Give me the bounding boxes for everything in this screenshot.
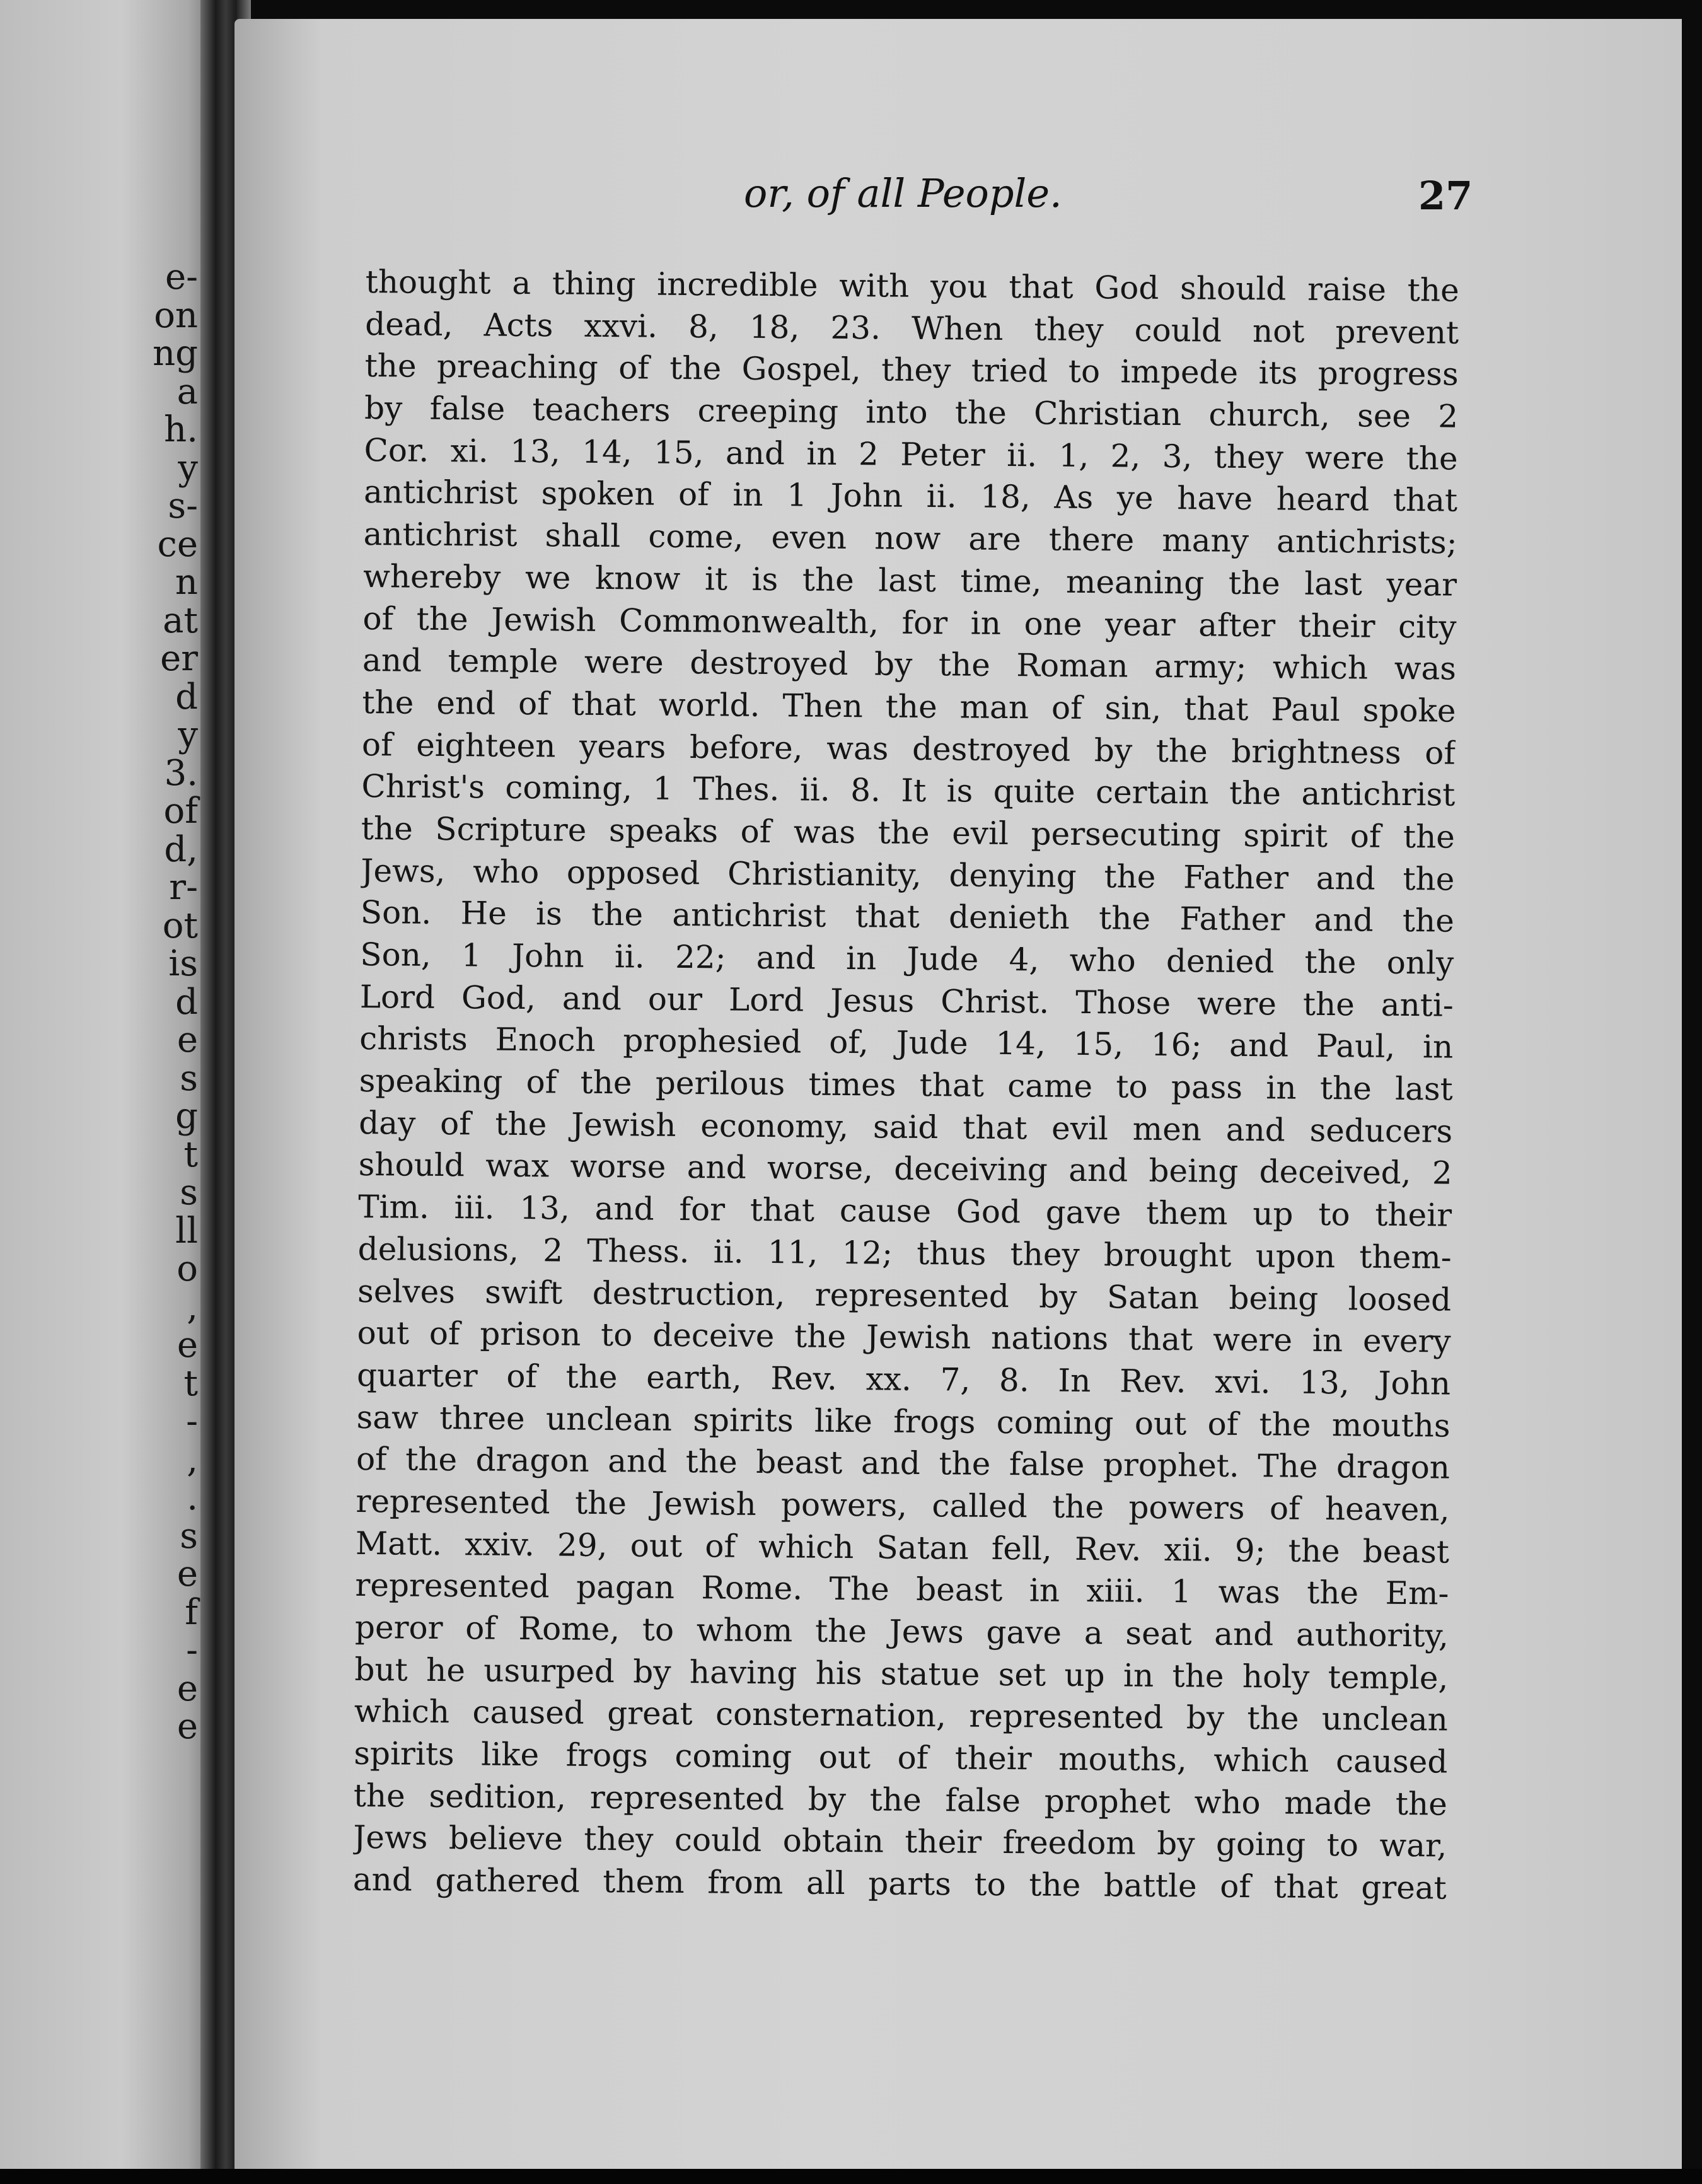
left-page-fragment: -: [186, 1401, 198, 1442]
left-page-fragment: e: [177, 1325, 198, 1366]
text-line: represented pagan Rome. The beast in xiii. 1 was the Em-: [355, 1567, 1449, 1612]
page-number: 27: [1418, 173, 1473, 219]
left-page-fragment: d: [175, 981, 198, 1023]
text-line: Christ's coming, 1 Thes. ii. 8. It is quite certain the antichrist: [361, 768, 1456, 813]
left-page-fragment: ,: [187, 1439, 198, 1480]
text-line: Jews believe they could obtain their freedom by going to war,: [353, 1819, 1447, 1864]
left-page-fragment: er: [160, 638, 198, 679]
text-line: the Scripture speaks of was the evil persecuting spirit of the: [361, 810, 1456, 856]
text-line: speaking of the perilous times that came to pass in the last: [359, 1062, 1453, 1108]
text-line: Cor. xi. 13, 14, 15, and in 2 Peter ii. 1, 2, 3, they were the: [364, 431, 1458, 477]
left-page-fragment: .: [187, 1477, 198, 1518]
left-page-fragment: e: [177, 1668, 198, 1709]
text-line: Lord God, and our Lord Jesus Christ. Those were the anti-: [359, 978, 1454, 1024]
left-page-fragment: y: [178, 714, 198, 755]
text-line: peror of Rome, to whom the Jews gave a seat and authority,: [354, 1608, 1449, 1654]
text-line: thought a thing incredible with you that God should raise the: [365, 263, 1459, 309]
left-page-fragment: ot: [162, 905, 198, 946]
text-line: represented the Jewish powers, called the powers of heaven,: [356, 1482, 1450, 1528]
left-page-fragment: ,: [187, 1286, 198, 1328]
left-page-fragment: r-: [169, 867, 198, 908]
left-page-fragment: f: [185, 1591, 198, 1633]
scan-edge-shadow: [0, 2169, 1702, 2184]
left-page-fragment: ll: [175, 1210, 198, 1252]
text-line: the preaching of the Gospel, they tried to impede its progress: [364, 347, 1459, 393]
text-line: and temple were destroyed by the Roman army; which was: [362, 642, 1457, 687]
text-line: antichrist shall come, even now are there many antichrists;: [363, 516, 1457, 561]
left-page-fragment: n: [175, 562, 198, 603]
left-page-fragment: is: [168, 943, 198, 984]
left-page-fragment: y: [178, 447, 198, 489]
text-line: antichrist spoken of in 1 John ii. 18, As ye have heard that: [363, 473, 1458, 520]
text-line: should wax worse and worse, deceiving and being deceived, 2: [358, 1146, 1452, 1192]
text-line: out of prison to deceive the Jewish nations that were in every: [357, 1315, 1451, 1360]
text-line: day of the Jewish economy, said that evil men and seducers: [359, 1104, 1453, 1150]
left-page-fragment: g: [175, 1096, 198, 1137]
text-line: which caused great consternation, represented by the unclean: [354, 1693, 1449, 1738]
left-page-fragment: 3.: [164, 752, 198, 794]
text-line: christs Enoch prophesied of, Jude 14, 15, 16; and Paul, in: [359, 1020, 1454, 1066]
running-title: or, of all People.: [744, 170, 1062, 216]
left-page-fragment: at: [163, 600, 198, 641]
left-page-fragment: s: [180, 1057, 198, 1099]
text-line: Jews, who opposed Christianity, denying the Father and the: [361, 852, 1455, 898]
left-page-fragment: d: [175, 676, 198, 717]
left-page: [0, 0, 221, 2184]
left-page-fragment: t: [183, 1134, 198, 1175]
left-page-fragment: s: [180, 1515, 198, 1557]
text-line: of the Jewish Commonwealth, for in one year after their city: [362, 600, 1457, 646]
left-page-fragment: t: [183, 1362, 198, 1404]
text-line: but he usurped by having his statue set up in the holy temple,: [354, 1651, 1449, 1697]
left-page-fragment: a: [177, 371, 198, 412]
text-line: delusions, 2 Thess. ii. 11, 12; thus they brought upon them-: [357, 1230, 1452, 1276]
body-text: [353, 261, 1459, 1909]
left-page-fragment: s-: [168, 485, 198, 526]
text-line: of the dragon and the beast and the false prophet. The dragon: [356, 1441, 1450, 1486]
left-page-fragment: o: [177, 1248, 198, 1289]
text-line: spirits like frogs coming out of their mouths, which caused: [354, 1734, 1448, 1780]
text-line: dead, Acts xxvi. 8, 18, 23. When they could not prevent: [364, 305, 1459, 351]
left-page-fragment: h.: [164, 409, 198, 450]
text-line: Son, 1 John ii. 22; and in Jude 4, who denied the only: [360, 936, 1454, 982]
left-page-fragment: on: [154, 294, 198, 336]
left-page-fragment: e: [177, 1554, 198, 1594]
left-page-fragment: d,: [164, 828, 198, 870]
text-line: Tim. iii. 13, and for that cause God gave them up to their: [357, 1188, 1452, 1234]
text-line: by false teachers creeping into the Christian church, see 2: [364, 390, 1459, 435]
text-line: Son. He is the antichrist that denieth the Father and the: [360, 894, 1455, 939]
text-line: Matt. xxiv. 29, out of which Satan fell, Rev. xii. 9; the beast: [355, 1525, 1450, 1571]
left-page-fragment: e: [177, 1019, 198, 1060]
left-page-fragment: ce: [157, 523, 198, 565]
text-line: saw three unclean spirits like frogs coming out of the mouths: [356, 1398, 1450, 1444]
left-page-fragment: s: [180, 1172, 198, 1213]
left-page-fragment: ng: [153, 333, 198, 374]
text-line: the end of that world. Then the man of sin, that Paul spoke: [362, 683, 1456, 729]
text-line: the sedition, represented by the false prophet who made the: [353, 1777, 1448, 1823]
text-line: quarter of the earth, Rev. xx. 7, 8. In Rev. xvi. 13, John: [356, 1356, 1451, 1402]
text-line: selves swift destruction, represented by Satan being loosed: [357, 1272, 1452, 1318]
left-page-text-fragments: [129, 258, 198, 1746]
left-page-fragment: -: [186, 1630, 198, 1671]
text-line: and gathered them from all parts to the battle of that great: [352, 1861, 1447, 1907]
left-page-fragment: e-: [165, 257, 198, 298]
text-line: whereby we know it is the last time, meaning the last year: [362, 557, 1457, 603]
text-line: of eighteen years before, was destroyed by the brightness of: [361, 726, 1456, 772]
left-page-fragment: e: [177, 1706, 198, 1747]
left-page-fragment: of: [163, 791, 198, 832]
